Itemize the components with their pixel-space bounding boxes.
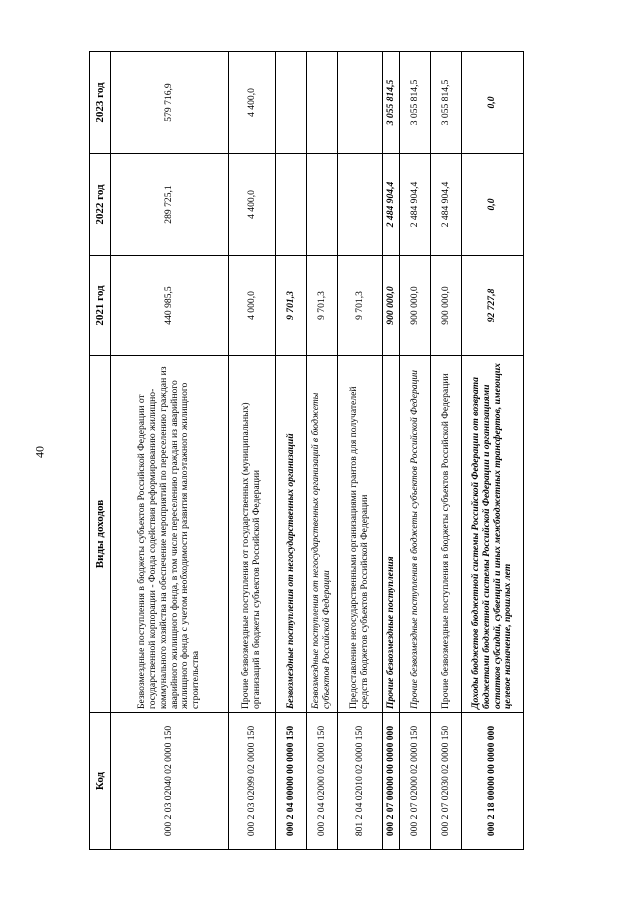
row-value-2022	[307, 154, 338, 256]
row-value-2023: 4 400,0	[229, 52, 276, 154]
row-value-2023: 0,0	[462, 52, 524, 154]
row-value-2021: 900 000,0	[383, 256, 400, 356]
header-code: Код	[90, 713, 111, 850]
row-value-2021: 9 701,3	[307, 256, 338, 356]
row-code: 000 2 03 02099 02 0000 150	[229, 713, 276, 850]
row-code: 000 2 04 02000 02 0000 150	[307, 713, 338, 850]
row-value-2021: 9 701,3	[276, 256, 307, 356]
row-value-2022	[338, 154, 383, 256]
row-description: Прочие безвозмездные поступления в бюджеты субъектов Российской Федерации	[431, 356, 462, 713]
row-value-2021: 92 727,8	[462, 256, 524, 356]
row-description: Безвозмездные поступления от негосударственных организаций	[276, 356, 307, 713]
row-description: Безвозмездные поступления в бюджеты субъектов Российской Федерации от государственной корпорации - Фонда содействия реформированию жилищно-коммунального хозяйства на обеспечение мероприятий по переселению граждан из аварийного жилищного фонда, в том числе переселению граждан из аварийного жилищного фонда с учетом необходимости развития малоэтажного жилищного строительства	[111, 356, 229, 713]
row-value-2023: 3 055 814,5	[400, 52, 431, 154]
revenue-table-wrapper	[89, 52, 521, 850]
row-value-2021: 440 985,5	[111, 256, 229, 356]
row-value-2022: 0,0	[462, 154, 524, 256]
table-row	[383, 52, 400, 850]
row-code: 801 2 04 02010 02 0000 150	[338, 713, 383, 850]
table-row	[462, 52, 524, 850]
header-2022: 2022 год	[90, 154, 111, 256]
row-value-2022: 2 484 904,4	[383, 154, 400, 256]
row-description: Доходы бюджетов бюджетной системы Российской Федерации от возврата бюджетами бюджетной системы Российской Федерации и организациями остатков субсидий, субвенций и иных межбюджетных трансфертов, имеющих целевое назначение, прошлых лет	[462, 356, 524, 713]
header-row	[90, 52, 111, 850]
table-row	[276, 52, 307, 850]
row-value-2022: 289 725,1	[111, 154, 229, 256]
header-2023: 2023 год	[90, 52, 111, 154]
row-value-2023	[338, 52, 383, 154]
row-value-2022: 2 484 904,4	[400, 154, 431, 256]
row-description: Безвозмездные поступления от негосударственных организаций в бюджеты субъектов Российской Федерации	[307, 356, 338, 713]
row-code: 000 2 07 00000 00 0000 000	[383, 713, 400, 850]
header-2021: 2021 год	[90, 256, 111, 356]
row-description: Предоставление негосударственными организациями грантов для получателей средств бюджетов субъектов Российской Федерации	[338, 356, 383, 713]
row-value-2022: 2 484 904,4	[431, 154, 462, 256]
row-code: 000 2 07 02030 02 0000 150	[431, 713, 462, 850]
row-value-2021: 4 000,0	[229, 256, 276, 356]
table-row	[431, 52, 462, 850]
row-value-2023	[276, 52, 307, 154]
row-value-2021: 900 000,0	[400, 256, 431, 356]
table-row	[307, 52, 338, 850]
row-code: 000 2 07 02000 02 0000 150	[400, 713, 431, 850]
table-row	[338, 52, 383, 850]
row-value-2022: 4 400,0	[229, 154, 276, 256]
row-value-2023	[307, 52, 338, 154]
row-value-2021: 9 701,3	[338, 256, 383, 356]
row-code: 000 2 04 00000 00 0000 150	[276, 713, 307, 850]
row-value-2023: 579 716,9	[111, 52, 229, 154]
row-code: 000 2 03 02040 02 0000 150	[111, 713, 229, 850]
revenue-table	[89, 51, 524, 850]
row-description: Прочие безвозмездные поступления	[383, 356, 400, 713]
table-row	[229, 52, 276, 850]
row-code: 000 2 18 00000 00 0000 000	[462, 713, 524, 850]
page-number-text: 40	[32, 446, 47, 458]
row-value-2023: 3 055 814,5	[383, 52, 400, 154]
table-row	[111, 52, 229, 850]
row-description: Прочие безвозмездные поступления в бюджеты субъектов Российской Федерации	[400, 356, 431, 713]
table-row	[400, 52, 431, 850]
header-type: Виды доходов	[90, 356, 111, 713]
row-value-2021: 900 000,0	[431, 256, 462, 356]
row-value-2022	[276, 154, 307, 256]
row-value-2023: 3 055 814,5	[431, 52, 462, 154]
row-description: Прочие безвозмездные поступления от государственных (муниципальных) организаций в бюджеты субъектов Российской Федерации	[229, 356, 276, 713]
